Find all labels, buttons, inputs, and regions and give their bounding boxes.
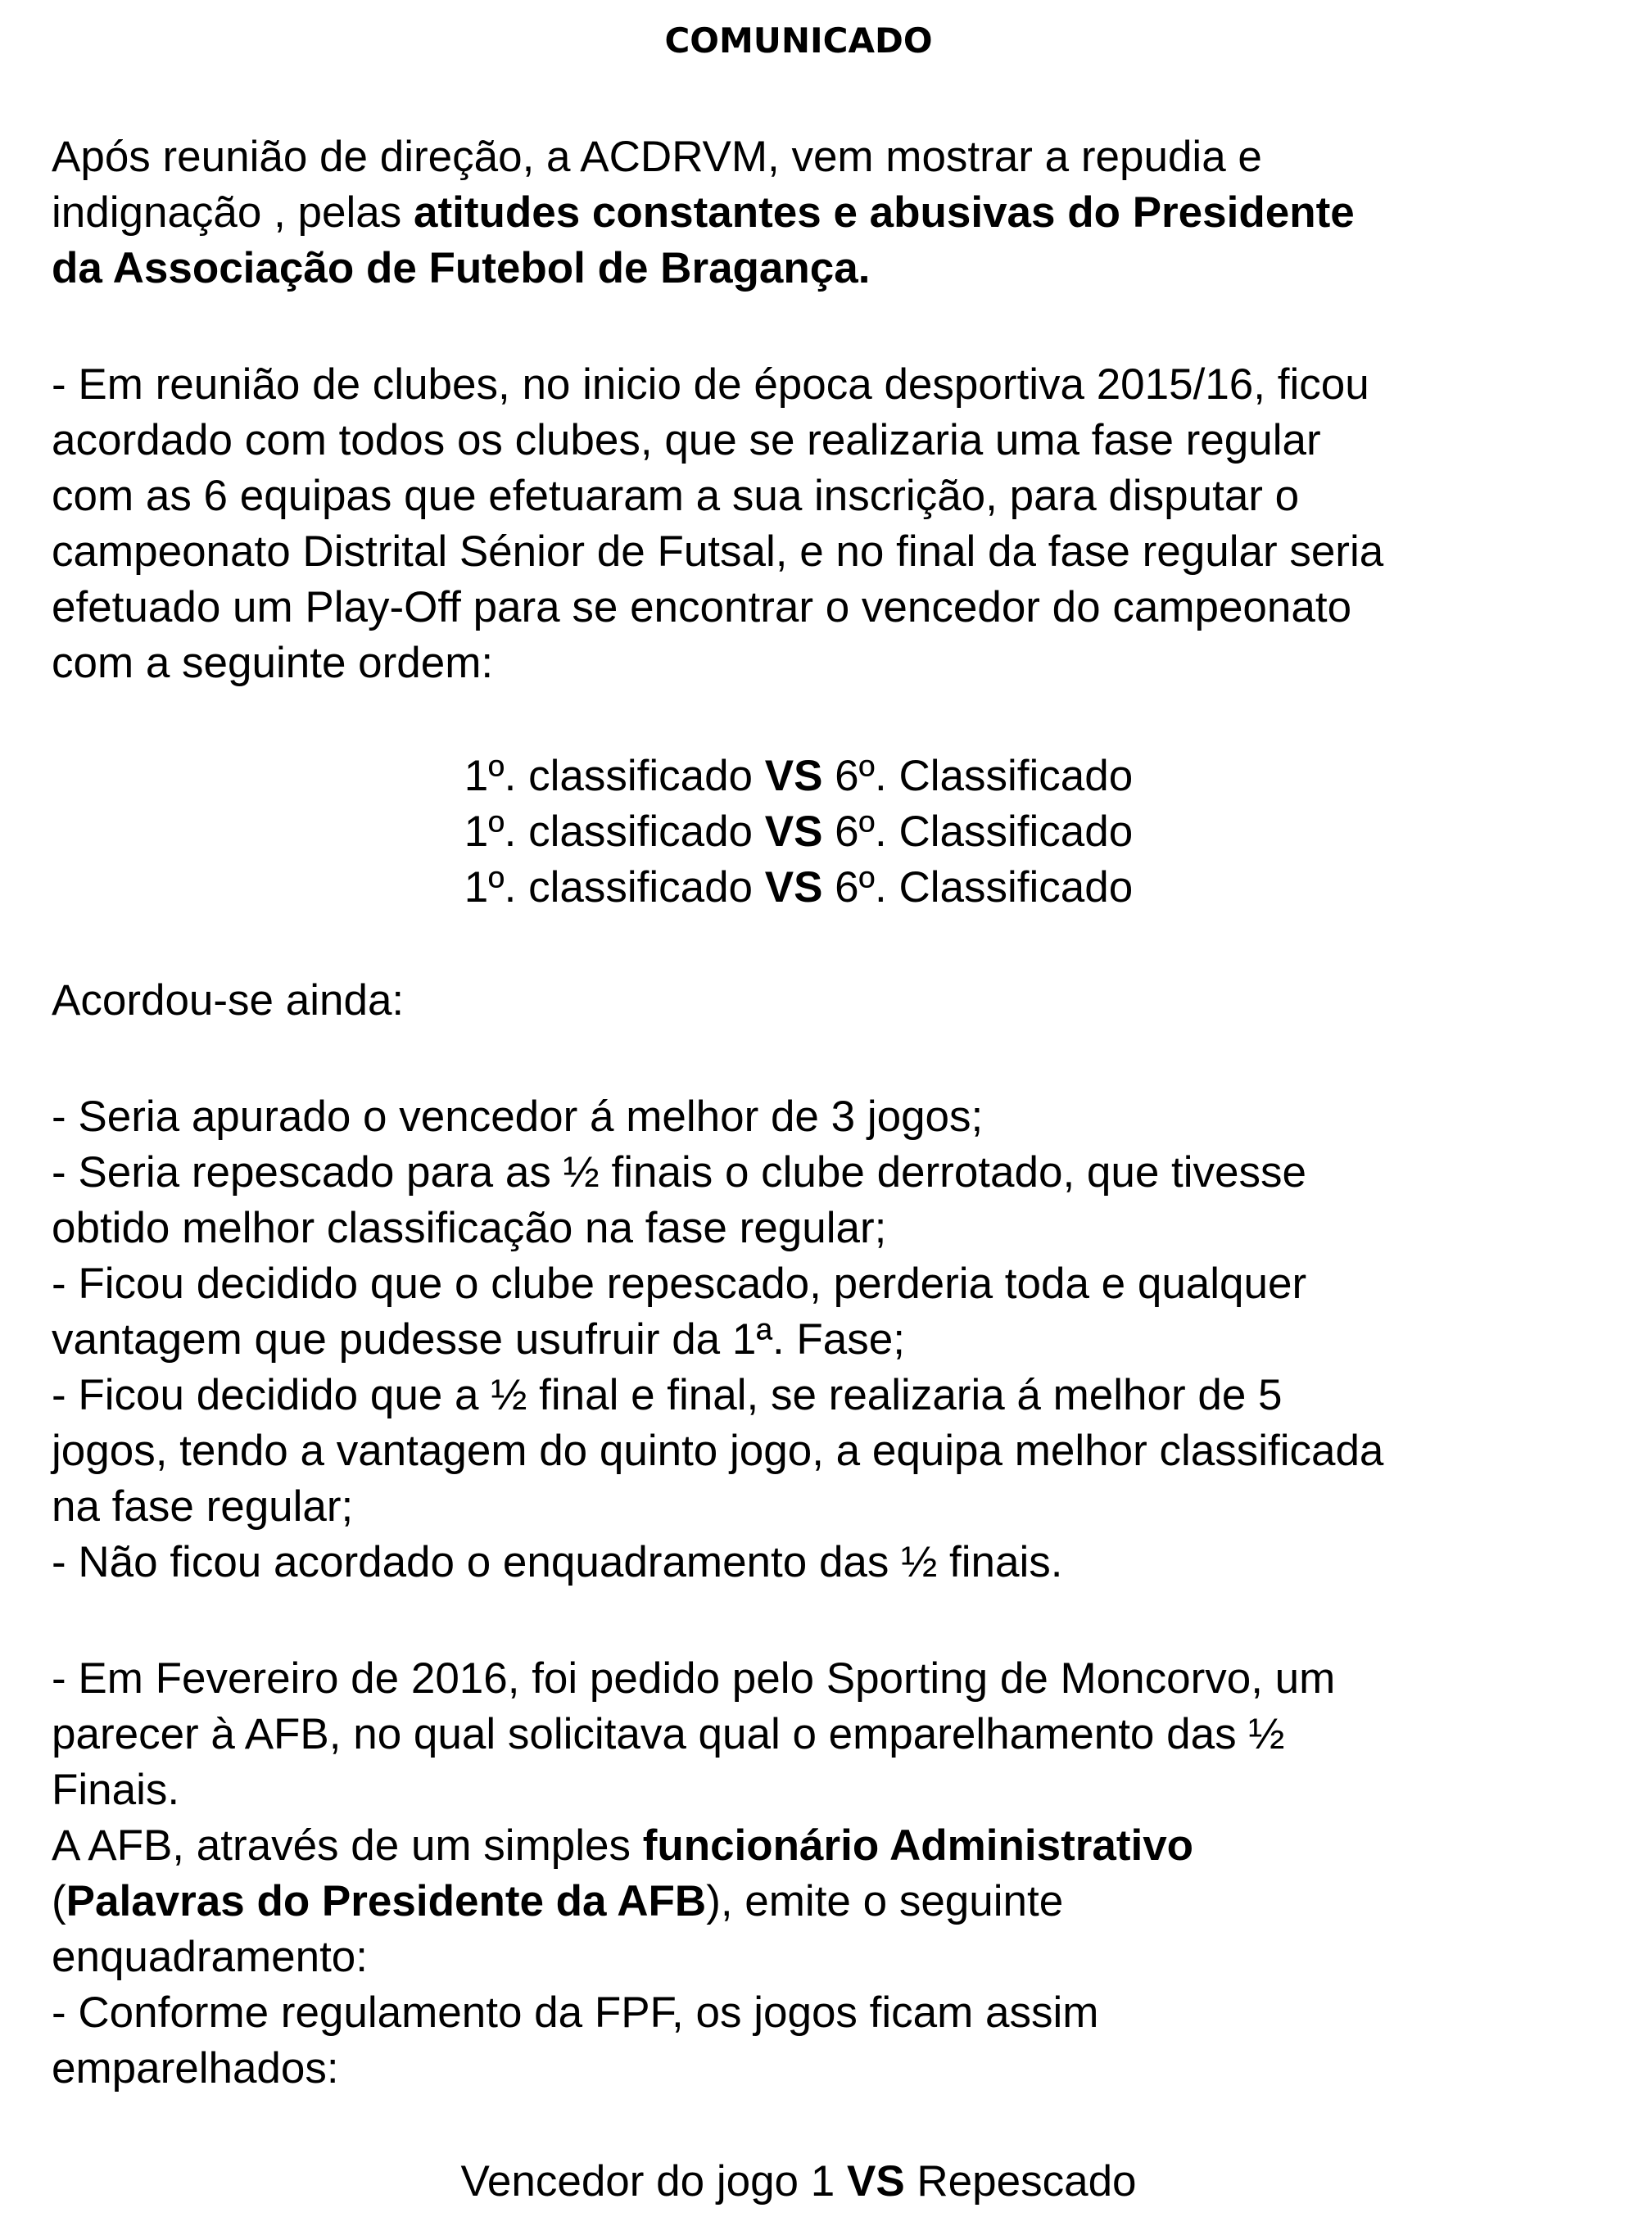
intro-line-2 — [52, 185, 1355, 241]
agreed-line-9: - Não ficou acordado o enquadramento das ½ finais. — [52, 1538, 1063, 1586]
p3-line-4: - Conforme regulamento da FPF, os jogos ficam assim — [52, 1988, 1099, 2037]
p1-line-6: com a seguinte ordem: — [52, 639, 494, 687]
p2-line-3: Finais. — [52, 1766, 180, 1814]
agreed-line-8: na fase regular; — [52, 1482, 354, 1531]
intro-line-3 — [52, 241, 870, 296]
p1-line-2: acordado com todos os clubes, que se realizaria uma fase regular — [52, 416, 1321, 464]
p2-line-2: parecer à AFB, no qual solicitava qual o emparelhamento das ½ — [52, 1710, 1285, 1758]
agreed-line-1: - Seria apurado o vencedor á melhor de 3 jogos; — [52, 1093, 984, 1141]
intro-emphasis: atitudes constantes e abusivas do Presidente — [414, 188, 1355, 237]
agreed-heading: Acordou-se ainda: — [52, 976, 405, 1025]
p3-line-5: emparelhados: — [52, 2044, 339, 2093]
intro-emphasis-end: da Associação de Futebol de Bragança. — [52, 244, 871, 292]
agreed-line-6: - Ficou decidido que a ½ final e final, se realizaria á melhor de 5 — [52, 1371, 1283, 1419]
p3-emphasis: funcionário Administrativo — [642, 1821, 1194, 1870]
matchup-2: 1º. classificado VS 6º. Classificado — [464, 808, 1134, 856]
p3-line-1: A AFB, através de um simples funcionário Administrativo — [52, 1821, 1194, 1870]
p1-line-1: - Em reunião de clubes, no inicio de época desportiva 2015/16, ficou — [52, 360, 1369, 409]
p3-line-2: (Palavras do Presidente da AFB), emite o seguinte — [52, 1877, 1064, 1925]
agreed-line-3: obtido melhor classificação na fase regular; — [52, 1204, 887, 1252]
final-matchup: Vencedor do jogo 1 VS Repescado — [460, 2157, 1137, 2206]
matchup-3: 1º. classificado VS 6º. Classificado — [464, 863, 1134, 912]
vs-label: VS — [764, 752, 823, 800]
p3-line-3: enquadramento: — [52, 1933, 369, 1981]
p1-line-3: com as 6 equipas que efetuaram a sua inscrição, para disputar o — [52, 472, 1300, 520]
agreed-line-2: - Seria repescado para as ½ finais o clube derrotado, que tivesse — [52, 1148, 1307, 1197]
vs-label: VS — [764, 863, 823, 912]
vs-label: VS — [764, 808, 823, 856]
document-title: COMUNICADO — [664, 20, 933, 61]
intro-line-1: Após reunião de direção, a ACDRVM, vem mostrar a repudia e — [52, 133, 1262, 181]
vs-label: VS — [846, 2157, 905, 2206]
agreed-line-5: vantagem que pudesse usufruir da 1ª. Fase; — [52, 1315, 905, 1364]
p1-line-4: campeonato Distrital Sénior de Futsal, e no final da fase regular seria — [52, 527, 1384, 576]
matchup-1: 1º. classificado VS 6º. Classificado — [464, 752, 1134, 800]
p3-emphasis-quote: Palavras do Presidente da AFB — [66, 1877, 707, 1925]
agreed-line-4: - Ficou decidido que o clube repescado, perderia toda e qualquer — [52, 1260, 1307, 1308]
agreed-line-7: jogos, tendo a vantagem do quinto jogo, a equipa melhor classificada — [52, 1427, 1384, 1475]
p1-line-5: efetuado um Play-Off para se encontrar o vencedor do campeonato — [52, 583, 1352, 631]
intro-text: indignação , pelas — [52, 188, 414, 237]
p2-line-1: - Em Fevereiro de 2016, foi pedido pelo Sporting de Moncorvo, um — [52, 1654, 1336, 1703]
